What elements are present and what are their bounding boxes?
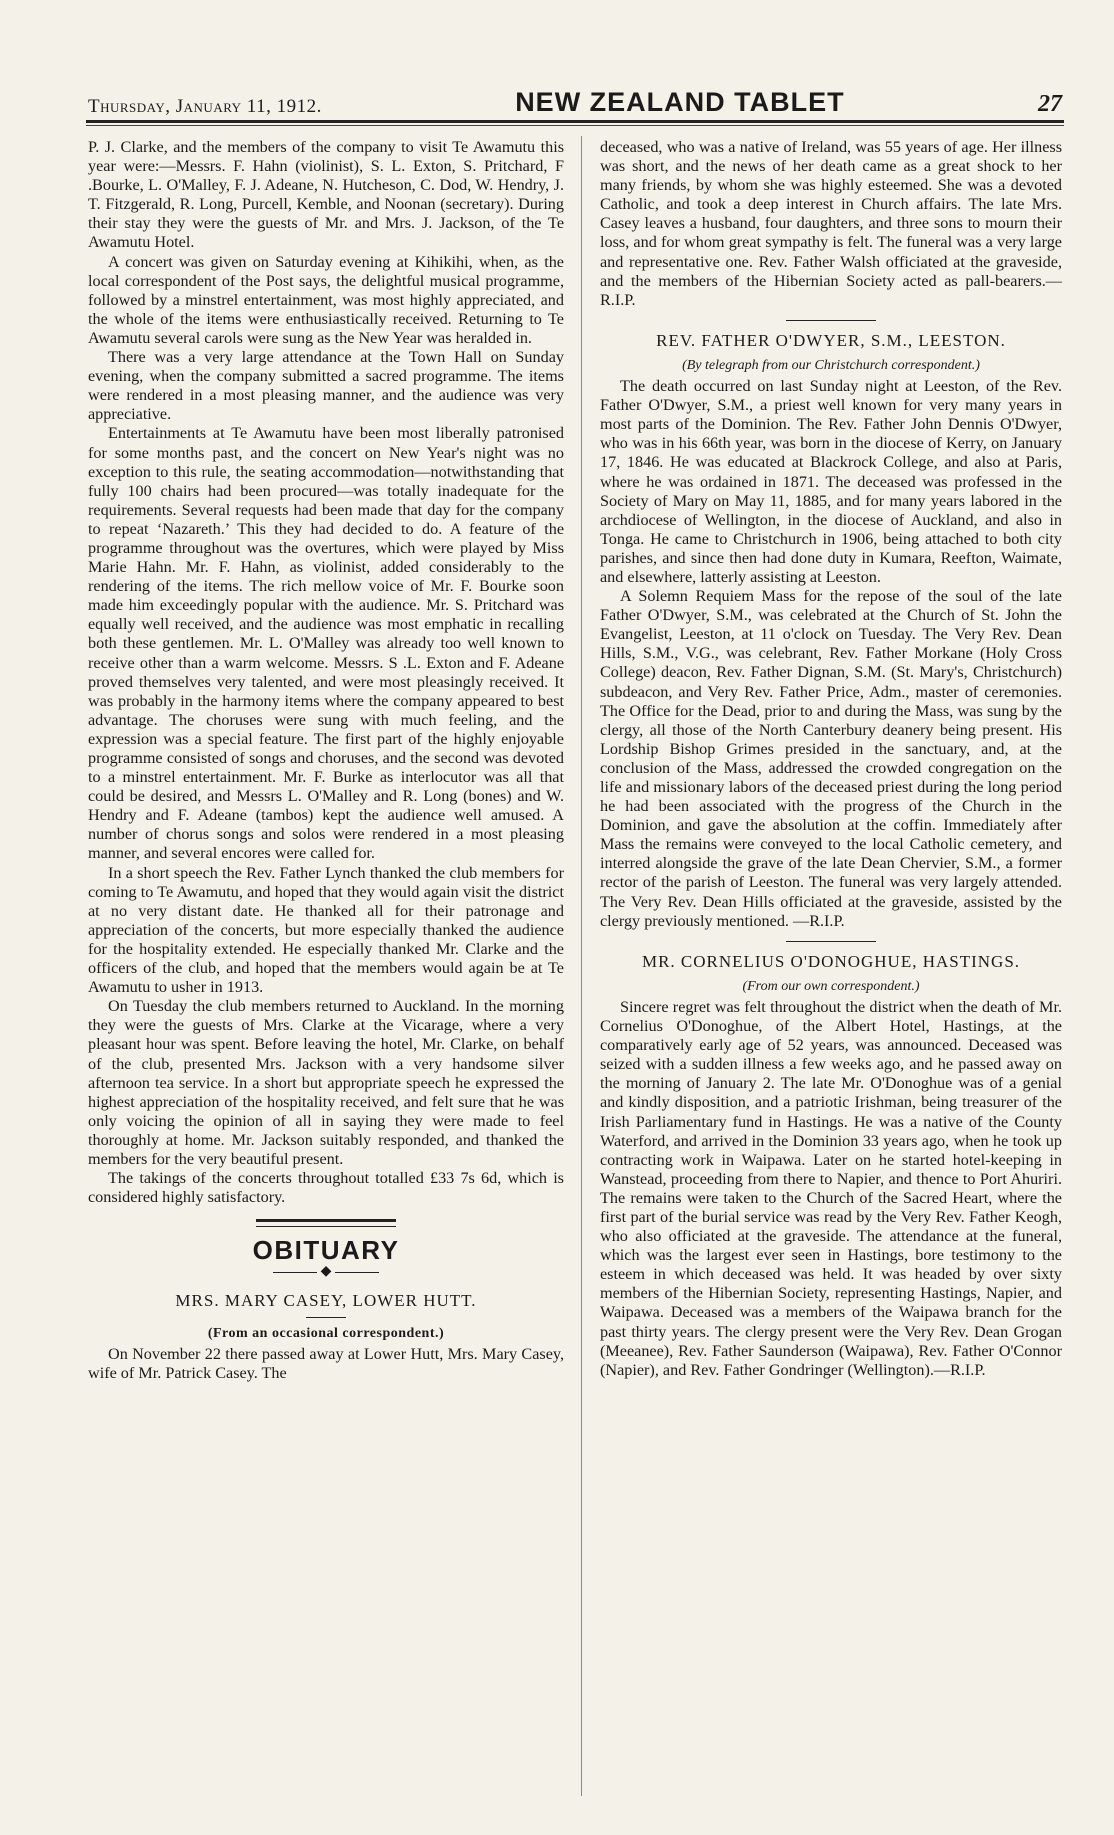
article-paragraph: The death occurred on last Sunday night at Leeston, of the Rev. Father O'Dwyer, S.M., a priest well known for very many years in most parts of the Dominion. The Rev. Father John Dennis O'Dwyer, who was in his 66th year, was born in the diocese of Kerry, on January 17, 1846. He was educated at Blackrock College, and also at Paris, where he was ordained in 1871. The deceased was professed in the Society of Mary on May 11, 1885, and for many years labored in the archdiocese of Wellington, in the diocese of Auckland, and also in Tonga. He came to Christchurch in 1906, being attached to both city parishes, and since then had done duty in Kumara, Reefton, Waimate, and elsewhere, latterly assisting at Leeston. <box>600 377 1062 586</box>
article-paragraph: Sincere regret was felt throughout the district when the death of Mr. Cornelius O'Donoghue, of the Albert Hotel, Hastings, at the comparatively early age of 52 years, was announced. Deceased was seized with a sudden illness a few weeks ago, and he passed away on the morning of January 2. The late Mr. O'Donoghue was of a genial and kindly disposition, and a patriotic Irishman, being treasurer of the Irish Parliamentary fund in Hastings. He was a native of the County Waterford, and arrived in the Dominion 33 years ago, when he took up contracting work in Waipawa. Later on he started hotel-keeping in Wanstead, proceeding from there to Napier, and thence to Port Ahuriri. The remains were taken to the Church of the Sacred Heart, where the first part of the burial service was read by the Very Rev. Father Keogh, who also officiated at the graveside. The attendance at the funeral, which was the largest ever seen in Hastings, bore testimony to the esteem in which deceased was held. It was headed by over sixty members of the Hibernian Society, representing Hastings, Napier, and Waipawa. Deceased was a members of the Waipawa branch for the past thirty years. The clergy present were the Very Rev. Dean Grogan (Meeanee), Rev. Father Saunderson (Waipawa), Rev. Father O'Connor (Napier), and Rev. Father Gondringer (Wellington).—R.I.P. <box>600 997 1062 1379</box>
obituary-heading: OBITUARY <box>252 1235 400 1266</box>
page-number: 27 <box>1038 91 1062 117</box>
article-paragraph: deceased, who was a native of Ireland, was 55 years of age. Her illness was short, and the news of her death came as a great shock to her many friends, by whom she was highly esteemed. She was a devoted Catholic, and took a deep interest in Church affairs. The late Mrs. Casey leaves a husband, four daughters, and three sons to mourn their loss, and for whom great sympathy is felt. The funeral was a very large and representative one. Rev. Father Walsh officiated at the graveside, and the members of the Hibernian Society acted as pall-bearers.—R.I.P. <box>600 138 1062 309</box>
short-rule <box>786 941 876 942</box>
article-paragraph: P. J. Clarke, and the members of the company to visit Te Awamutu this year were:—Messrs. F. Hahn (violinist), S. L. Exton, S. Pritchard, F .Bourke, L. O'Malley, F. J. Adeane, N. Hutcheson, C. Dod, W. Hendry, J. T. Fitzgerald, R. Long, Purcell, Kemble, and Noonan (secretary). During their stay they were the guests of Mr. and Mrs. J. Jackson, of the Te Awamutu Hotel. <box>88 138 564 252</box>
short-rule <box>786 320 876 321</box>
publication-title: NEW ZEALAND TABLET <box>515 87 845 117</box>
ornament-divider: ◆ <box>88 1262 564 1281</box>
obituary-odonoghue-dateline: (From our own correspondent.) <box>742 978 920 994</box>
column-divider <box>581 136 582 1796</box>
article-paragraph: A concert was given on Saturday evening at Kihikihi, when, as the local correspondent of the Post says, the delightful musical programme, followed by a minstrel entertainment, was most highly appreciated, and the whole of the items were enthusiastically received. Returning to Te Awamutu several carols were sung as the New Year was heralded in. <box>88 252 564 347</box>
article-paragraph: On November 22 there passed away at Lower Hutt, Mrs. Mary Casey, wife of Mr. Patrick Casey. The <box>88 1344 564 1382</box>
masthead-rule-thin <box>86 125 1064 126</box>
obituary-casey-heading: MRS. MARY CASEY, LOWER HUTT. <box>175 1291 477 1311</box>
left-column <box>88 138 564 1383</box>
section-divider <box>256 1219 396 1222</box>
obituary-odwyer-heading: REV. FATHER O'DWYER, S.M., LEESTON. <box>656 330 1006 350</box>
obituary-odonoghue-heading: MR. CORNELIUS O'DONOGHUE, HASTINGS. <box>641 951 1021 971</box>
issue-date: Thursday, January 11, 1912. <box>88 96 322 117</box>
article-paragraph: In a short speech the Rev. Father Lynch thanked the club members for coming to Te Awamutu, and hoped that they would again visit the district at no very distant date. He thanked all for their patronage and appreciation of the concerts, but more especially thanked the audience for the hospitality extended. He especially thanked Mr. Clarke and the officers of the club, and hoped that the members would again be at Te Awamutu to usher in 1913. <box>88 863 564 997</box>
section-divider-thin <box>256 1226 396 1227</box>
article-paragraph: The takings of the concerts throughout totalled £33 7s 6d, which is considered highly satisfactory. <box>88 1169 564 1207</box>
obituary-odwyer-dateline: (By telegraph from our Christchurch correspondent.) <box>682 357 980 373</box>
article-paragraph: There was a very large attendance at the Town Hall on Sunday evening, when the company submitted a sacred programme. The items were rendered in a most pleasing manner, and the audience was very appreciative. <box>88 348 564 424</box>
article-paragraph: Entertainments at Te Awamutu have been most liberally patronised for some months past, and the concert on New Year's night was no exception to this rule, the seating accommodation—notwithstanding that fully 100 chairs had been procured—was totally inadequate for the requirements. Several requests had been made that day for the company to repeat ‘Nazareth.’ This they had decided to do. A feature of the programme throughout was the overtures, which were played by Miss Marie Hahn. Mr. F. Hahn, as violinist, added considerably to the rendering of the items. The rich mellow voice of Mr. F. Bourke soon made him exceedingly popular with the audience. Mr. S. Pritchard was equally well received, and the audience was most emphatic in recalling both these gentlemen. Mr. L. O'Malley was already too well known to receive other than a warm welcome. Messrs. S .L. Exton and F. Adeane proved themselves very talented, and were most pleasingly received. It was probably in the harmony items where the company appeared to best advantage. The choruses were sung with much feeling, and the expression was a special feature. The first part of the highly enjoyable programme consisted of songs and choruses, and the second was devoted to a minstrel entertainment. Mr. F. Burke as interlocutor was all that could be desired, and Messrs L. O'Malley and R. Long (bones) and W. Hendry and F. Adeane (tambos) kept the audience well amused. A number of chorus songs and solos were rendered in a most pleasing manner, and several encores were called for. <box>88 424 564 863</box>
masthead-rule <box>86 120 1064 123</box>
article-paragraph: On Tuesday the club members returned to Auckland. In the morning they were the guests of Mrs. Clarke at the Vicarage, where a very pleasant hour was spent. Before leaving the hotel, Mr. Clarke, on behalf of the club, presented Mrs. Jackson with a very handsome silver afternoon tea service. In a short but appropriate speech he expressed the highest appreciation of the hospitality received, and felt sure that he was only voicing the opinion of all in saying they were made to feel thoroughly at home. Mr. Jackson suitably responded, and thanked the members for the very beautiful present. <box>88 997 564 1168</box>
masthead <box>88 86 1062 118</box>
right-column <box>600 138 1062 1380</box>
article-paragraph: A Solemn Requiem Mass for the repose of the soul of the late Father O'Dwyer, S.M., was celebrated at the Church of St. John the Evangelist, Leeston, at 11 o'clock on Tuesday. The Very Rev. Dean Hills, S.M., V.G., was celebrant, Rev. Father Morkane (Holy Cross College) deacon, Rev. Father Dignan, S.M. (St. Mary's, Christchurch) subdeacon, and Very Rev. Father Price, Adm., master of ceremonies. The Office for the Dead, prior to and during the Mass, was sung by the clergy, all those of the North Canterbury deanery being present. His Lordship Bishop Grimes presided in the sanctuary, and, at the conclusion of the Mass, addressed the crowded congregation on the life and missionary labors of the deceased priest during the long period he had been associated with the progress of the Church in the Dominion, and gave the absolution at the coffin. Immediately after Mass the remains were conveyed to the local Catholic cemetery, and interred alongside the grave of the late Dean Chervier, S.M., a former rector of the parish of Leeston. The funeral was very largely attended. The Very Rev. Dean Hills officiated at the graveside, assisted by the clergy previously mentioned. —R.I.P. <box>600 587 1062 930</box>
short-rule <box>306 1317 346 1318</box>
obituary-casey-dateline: (From an occasional correspondent.) <box>207 1325 445 1341</box>
